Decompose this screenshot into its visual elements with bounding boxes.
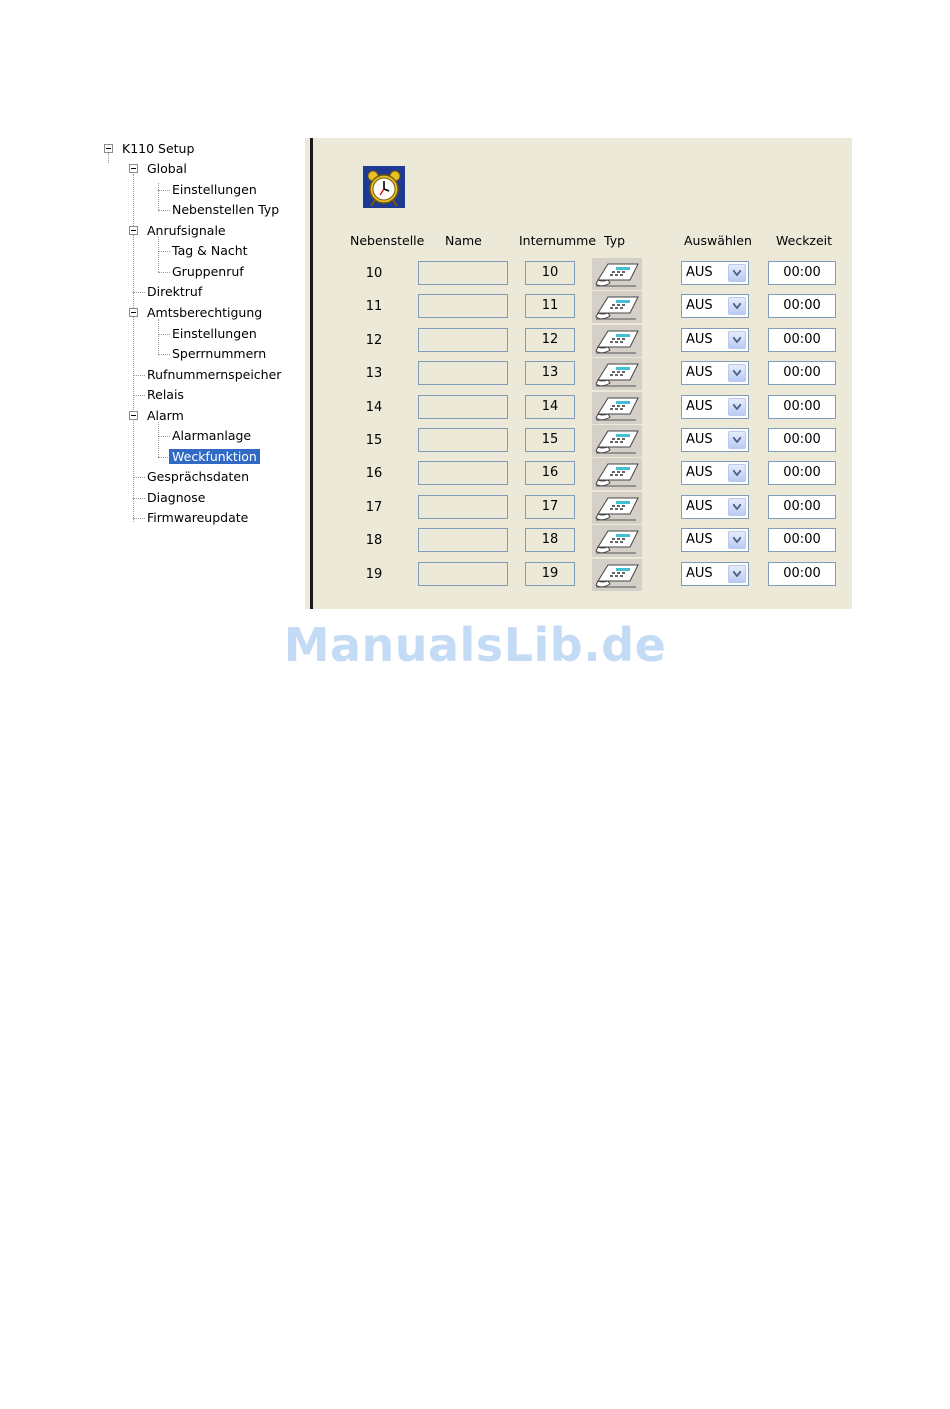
chevron-down-icon[interactable] — [728, 565, 746, 583]
tree-item-nebenstellen-typ[interactable] — [169, 201, 282, 219]
select-value: AUS — [686, 298, 713, 314]
weckzeit-field[interactable]: 00:00 — [768, 261, 836, 285]
tree-connector — [158, 183, 159, 210]
header-internumme: Internumme — [519, 233, 597, 248]
tree-item-global[interactable] — [144, 160, 190, 178]
tree-item-relais[interactable] — [144, 386, 187, 404]
name-field[interactable] — [418, 361, 508, 385]
header-nebenstelle: Nebenstelle — [350, 233, 425, 248]
tree-item-weckfunktion[interactable] — [169, 448, 260, 466]
tree-item-label: Tag & Nacht — [172, 243, 248, 258]
phone-type-icon[interactable] — [592, 358, 642, 390]
phone-type-icon[interactable] — [592, 325, 642, 357]
tree-item-root[interactable] — [119, 140, 197, 158]
collapse-icon[interactable] — [104, 144, 113, 153]
tree-item-label: Einstellungen — [172, 182, 257, 197]
auswaehlen-select[interactable] — [681, 562, 749, 586]
tree-item-label: Sperrnummern — [172, 346, 267, 361]
select-value: AUS — [686, 398, 713, 414]
tree-item-label: K110 Setup — [122, 141, 195, 156]
tree-item-gruppenruf[interactable] — [169, 263, 247, 281]
tree-item-label: Nebenstellen Typ — [172, 202, 280, 217]
tree-item-label: Direktruf — [147, 284, 203, 299]
intern-number-field[interactable]: 16 — [525, 461, 575, 485]
extension-number: 15 — [365, 433, 383, 448]
name-field[interactable] — [418, 495, 508, 519]
tree-connector — [158, 319, 159, 355]
extension-number: 17 — [365, 499, 383, 515]
setup-tree — [100, 138, 300, 538]
tree-item-alarmanlage[interactable] — [169, 427, 254, 445]
intern-number-field[interactable]: 19 — [525, 562, 575, 586]
extension-number: 19 — [365, 566, 383, 582]
auswaehlen-select[interactable] — [681, 261, 749, 285]
phone-type-icon[interactable] — [592, 258, 642, 290]
auswaehlen-select[interactable] — [681, 395, 749, 419]
tree-item-rufnummernspeicher[interactable] — [144, 366, 284, 384]
tree-item-label: Anrufsignale — [147, 223, 226, 238]
name-field[interactable] — [418, 428, 508, 452]
chevron-down-icon[interactable] — [728, 264, 746, 282]
select-value: AUS — [686, 465, 713, 481]
intern-number-field[interactable]: 17 — [525, 495, 575, 519]
intern-number-field[interactable]: 15 — [525, 428, 575, 452]
tree-connector — [158, 237, 159, 272]
chevron-down-icon[interactable] — [728, 297, 746, 315]
select-value: AUS — [686, 498, 713, 514]
weckzeit-field[interactable]: 00:00 — [768, 461, 836, 485]
tree-item-amtsberechtigung[interactable] — [144, 304, 265, 322]
name-field[interactable] — [418, 528, 508, 552]
tree-item-label: Rufnummernspeicher — [147, 367, 282, 382]
phone-type-icon[interactable] — [592, 425, 642, 457]
auswaehlen-select[interactable] — [681, 495, 749, 519]
collapse-icon[interactable] — [129, 308, 138, 317]
tree-item-firmwareupdate[interactable] — [144, 509, 251, 527]
tree-item-diagnose[interactable] — [144, 489, 208, 507]
chevron-down-icon[interactable] — [728, 398, 746, 416]
tree-item-alarm[interactable] — [144, 407, 187, 425]
auswaehlen-select[interactable] — [681, 361, 749, 385]
phone-type-icon[interactable] — [592, 458, 642, 490]
tree-item-amt-einstellungen[interactable] — [169, 325, 260, 343]
name-field[interactable] — [418, 562, 508, 586]
intern-number-field[interactable]: 10 — [525, 261, 575, 285]
tree-item-gespraechsdaten[interactable] — [144, 468, 252, 486]
tree-item-label: Gesprächsdaten — [147, 469, 250, 484]
tree-item-label: Relais — [147, 387, 184, 402]
tree-item-label: Firmwareupdate — [147, 510, 249, 525]
header-weckzeit: Weckzeit — [776, 233, 833, 248]
extension-number: 10 — [365, 266, 383, 281]
intern-number-field[interactable]: 11 — [525, 294, 575, 318]
header-auswaehlen: Auswählen — [684, 233, 752, 248]
tree-item-sperrnummern[interactable] — [169, 345, 269, 363]
name-field[interactable] — [418, 461, 508, 485]
tree-item-label: Alarmanlage — [172, 428, 252, 443]
tree-item-label: Einstellungen — [172, 326, 257, 341]
intern-number-field[interactable]: 14 — [525, 395, 575, 419]
collapse-icon[interactable] — [129, 411, 138, 420]
extension-number: 11 — [365, 299, 383, 315]
chevron-down-icon[interactable] — [728, 331, 746, 349]
tree-connector — [108, 153, 109, 163]
chevron-down-icon[interactable] — [728, 498, 746, 516]
phone-type-icon[interactable] — [592, 392, 642, 424]
header-typ: Typ — [604, 233, 626, 248]
alarm-clock-icon — [363, 166, 405, 208]
tree-item-global-einstellungen[interactable] — [169, 181, 260, 199]
tree-item-label: Amtsberechtigung — [147, 305, 263, 320]
intern-number-field[interactable]: 18 — [525, 528, 575, 552]
watermark: ManualsLib.de — [283, 618, 667, 672]
name-field[interactable] — [418, 395, 508, 419]
intern-number-field[interactable]: 13 — [525, 361, 575, 385]
auswaehlen-select[interactable] — [681, 528, 749, 552]
extension-number: 14 — [365, 399, 383, 415]
phone-type-icon[interactable] — [592, 492, 642, 524]
collapse-icon[interactable] — [129, 226, 138, 235]
tree-item-anrufsignale[interactable] — [144, 222, 229, 240]
tree-item-label: Weckfunktion — [169, 449, 260, 464]
chevron-down-icon[interactable] — [728, 531, 746, 549]
phone-type-icon[interactable] — [592, 559, 642, 591]
weckzeit-field[interactable]: 00:00 — [768, 495, 836, 519]
select-value: AUS — [686, 432, 713, 447]
phone-type-icon[interactable] — [592, 525, 642, 557]
extension-number: 18 — [365, 533, 383, 549]
select-value: AUS — [686, 365, 713, 381]
name-field[interactable] — [418, 294, 508, 318]
tree-item-tag-nacht[interactable] — [169, 242, 251, 260]
tree-connector — [158, 422, 159, 457]
weckzeit-field[interactable]: 00:00 — [768, 361, 836, 385]
tree-item-label: Gruppenruf — [172, 264, 244, 279]
collapse-icon[interactable] — [129, 164, 138, 173]
chevron-down-icon[interactable] — [728, 464, 746, 482]
weckzeit-field[interactable]: 00:00 — [768, 328, 836, 352]
select-value: AUS — [686, 331, 713, 347]
auswaehlen-select[interactable] — [681, 294, 749, 318]
tree-item-label: Alarm — [147, 408, 184, 423]
extension-number: 12 — [365, 332, 383, 348]
auswaehlen-select[interactable] — [681, 461, 749, 485]
tree-item-direktruf[interactable] — [144, 283, 205, 301]
header-name: Name — [445, 233, 482, 248]
extension-number: 13 — [365, 366, 383, 382]
weckzeit-field[interactable]: 00:00 — [768, 528, 836, 552]
weckzeit-field[interactable]: 00:00 — [768, 294, 836, 318]
intern-number-field[interactable]: 12 — [525, 328, 575, 352]
weckzeit-field[interactable]: 00:00 — [768, 562, 836, 586]
weckzeit-field[interactable]: 00:00 — [768, 428, 836, 452]
extension-number: 16 — [365, 466, 383, 482]
phone-type-icon[interactable] — [592, 291, 642, 323]
auswaehlen-select[interactable] — [681, 428, 749, 452]
auswaehlen-select[interactable] — [681, 328, 749, 352]
select-value: AUS — [686, 532, 713, 548]
chevron-down-icon[interactable] — [728, 364, 746, 382]
name-field[interactable] — [418, 261, 508, 285]
tree-item-label: Diagnose — [147, 490, 206, 505]
chevron-down-icon[interactable] — [728, 431, 746, 449]
name-field[interactable] — [418, 328, 508, 352]
tree-item-label: Global — [147, 161, 187, 176]
weckzeit-field[interactable]: 00:00 — [768, 395, 836, 419]
panel-divider — [310, 138, 313, 609]
select-value: AUS — [686, 565, 713, 581]
select-value: AUS — [686, 265, 713, 280]
